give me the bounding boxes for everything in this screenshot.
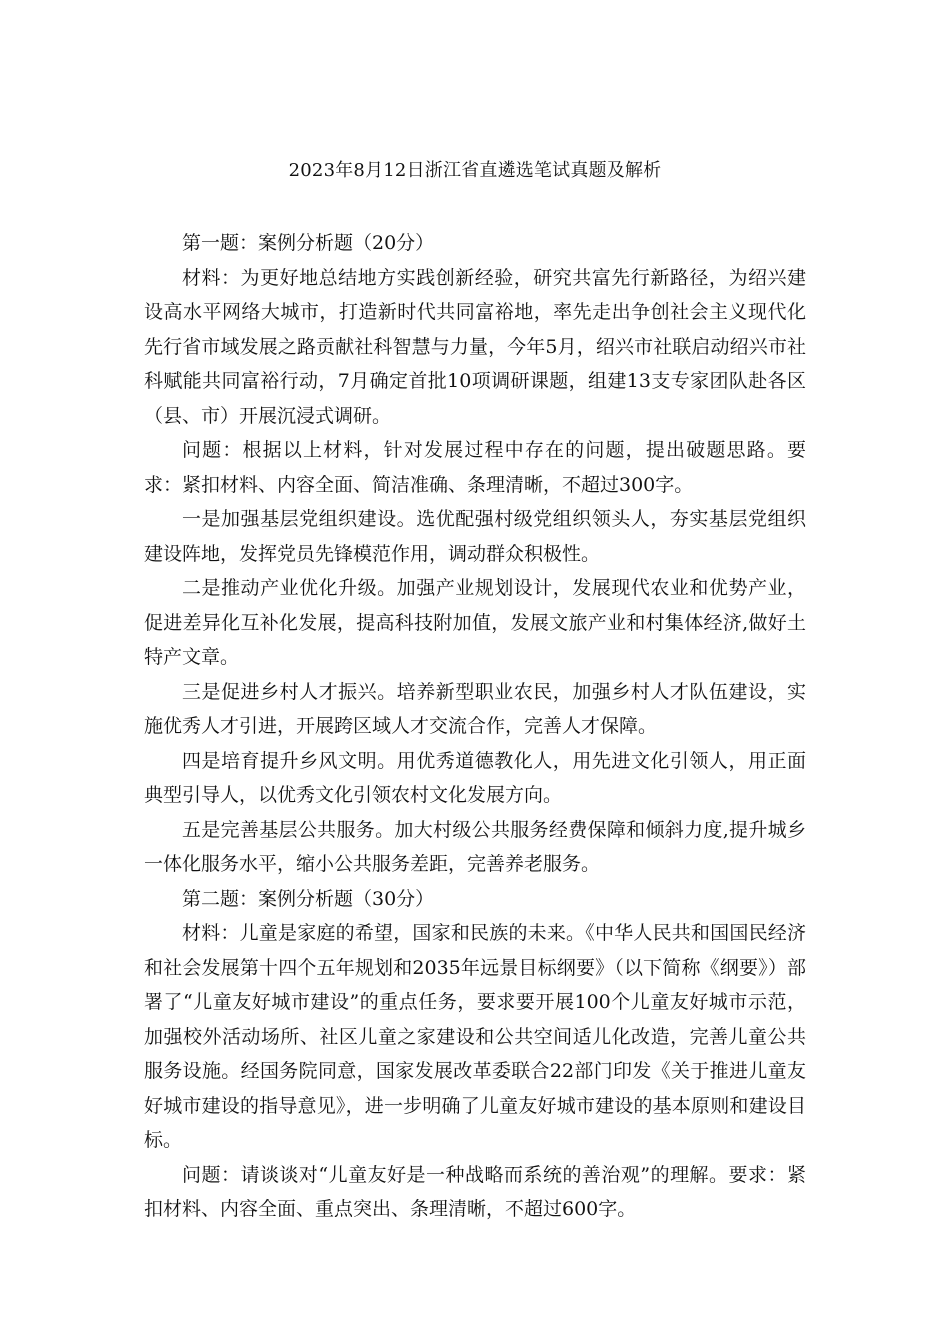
document-body xyxy=(144,226,806,1227)
section-heading-q1: 第一题：案例分析题（20分） xyxy=(182,232,435,254)
q2-material: 材料：儿童是家庭的希望，国家和民族的未来。《中华人民共和国国民经济和社会发展第十四个五年规划和2035年远景目标纲要》（以下简称《纲要》）部署了“儿童友好城市建设”的重点任务，要求要开展100个儿童友好城市示范，加强校外活动场所、社区儿童之家建设和公共空间适儿化改造，完善儿童公共服务设施。经国务院同意，国家发展改革委联合22部门印发《关于推进儿童友好城市建设的指导意见》，进一步明确了儿童友好城市建设的基本原则和建设目标。 xyxy=(144,922,806,1151)
answer-point-4: 四是培育提升乡风文明。用优秀道德教化人，用先进文化引领人，用正面典型引导人，以优秀文化引领农村文化发展方向。 xyxy=(144,749,806,806)
section-heading-q2: 第二题：案例分析题（30分） xyxy=(182,887,435,910)
q1-question: 问题：根据以上材料，针对发展过程中存在的问题，提出破题思路。要求：紧扣材料、内容全面、简洁准确、条理清晰，不超过300字。 xyxy=(144,439,806,496)
answer-point-3: 三是促进乡村人才振兴。培养新型职业农民，加强乡村人才队伍建设，实施优秀人才引进，开展跨区域人才交流合作，完善人才保障。 xyxy=(144,680,806,737)
answer-point-5: 五是完善基层公共服务。加大村级公共服务经费保障和倾斜力度,提升城乡一体化服务水平，缩小公共服务差距，完善养老服务。 xyxy=(144,818,806,875)
document-title: 2023年8月12日浙江省直遴选笔试真题及解析 xyxy=(288,160,662,181)
answer-point-1: 一是加强基层党组织建设。选优配强村级党组织领头人，夯实基层党组织建设阵地，发挥党员先锋模范作用，调动群众积极性。 xyxy=(144,508,806,565)
q2-question: 问题：请谈谈对“儿童友好是一种战略而系统的善治观”的理解。要求：紧扣材料、内容全面、重点突出、条理清晰，不超过600字。 xyxy=(144,1163,806,1220)
answer-point-2: 二是推动产业优化升级。加强产业规划设计，发展现代农业和优势产业，促进差异化互补化发展，提高科技附加值，发展文旅产业和村集体经济,做好土特产文章。 xyxy=(144,577,806,668)
q1-material: 材料：为更好地总结地方实践创新经验，研究共富先行新路径，为绍兴建设高水平网络大城市，打造新时代共同富裕地，率先走出争创社会主义现代化先行省市域发展之路贡献社科智慧与力量，今年5月，绍兴市社联启动绍兴市社科赋能共同富裕行动，7月确定首批10项调研课题，组建13支专家团队赴各区（县、市）开展沉浸式调研。 xyxy=(144,266,806,427)
